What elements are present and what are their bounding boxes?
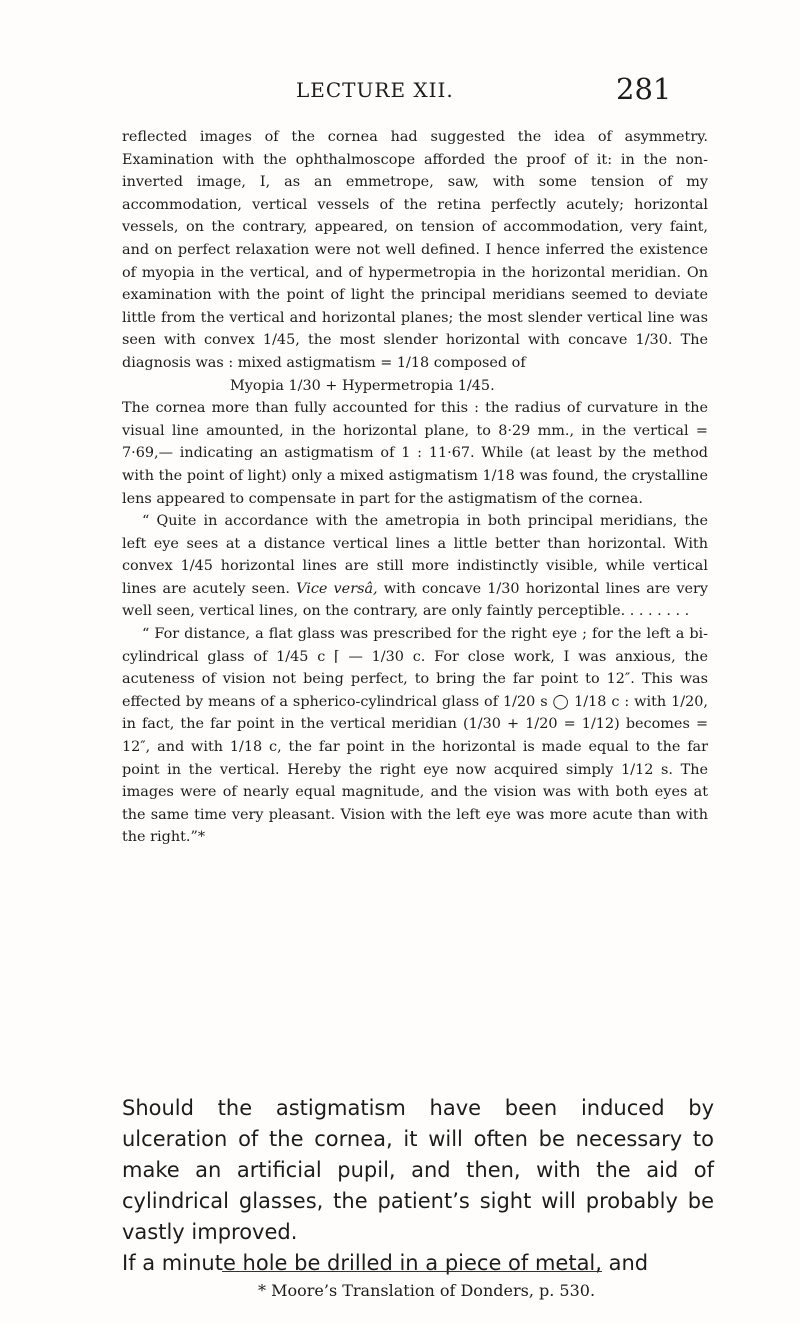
paragraph-4: If a minute hole be drilled in a piece of metal, and <box>122 1251 649 1275</box>
formula-line: Myopia 1/30 + Hypermetropia 1/45. <box>230 377 495 394</box>
footnote-rule <box>222 1271 602 1272</box>
paragraph-3: Should the astigmatism have been induced by ulceration of the cornea, it will often be necessary to make an artificial pupil, and then, with the aid of cylindrical glasses, the patient’s sight will probably be vastly improved. <box>122 1096 714 1244</box>
page-header <box>0 72 800 108</box>
footnote: * Moore’s Translation of Donders, p. 530. <box>258 1281 596 1300</box>
paragraph-2: The cornea more than fully accounted for this : the radius of curvature in the visual line amounted, in the horizontal plane, to 8·29 mm., in the vertical = 7·69,— indicating an astigmatism of 1 : 11·67. While (at least by the method with the point of light) only a mixed astigmatism 1/18 was found, the crystalline lens appeared to compensate in part for the astigmatism of the cornea. <box>122 400 708 507</box>
paragraph-1: reflected images of the cornea had suggested the idea of asymmetry. Examination with the ophthalmoscope afforded the proof of it: in the non-inverted image, I, as an emmetrope, saw, with some tension of my accommodation, vertical vessels of the retina perfectly acutely; horizontal vessels, on the contrary, appeared, on tension of accommodation, very faint, and on perfect relaxation were not well defined. I hence inferred the existence of myopia in the vertical, and of hypermetropia in the horizontal meridian. On examination with the point of light the principal meridians seemed to deviate little from the vertical and horizontal planes; the most slender vertical line was seen with convex 1/45, the most slender horizontal with concave 1/30. The diagnosis was : mixed astigmatism = 1/18 composed of <box>122 129 708 371</box>
quote-1-end: with concave 1/30 horizontal lines are very well seen, vertical lines, on the contrary, are only faintly perceptible. . . . . . . . <box>122 580 708 620</box>
page-number: 281 <box>616 72 672 106</box>
body-text-large <box>122 1093 714 1279</box>
quote-paragraph-1 <box>122 510 708 623</box>
quote-1-italic: Vice versâ, <box>296 580 378 597</box>
body-text-small <box>122 126 708 849</box>
running-head: LECTURE XII. <box>296 78 454 102</box>
quote-1-start: “ Quite in accordance with the ametropia in both principal meridians, the left eye sees at a distance vertical lines a little better than horizontal. With convex 1/45 horizontal lines are still more indistinctly visible, while vertical lines are acutely seen. <box>122 513 708 597</box>
quote-paragraph-2: “ For distance, a flat glass was prescribed for the right eye ; for the left a bi-cylindrical glass of 1/45 c ⌈ — 1/30 c. For close work, I was anxious, the acuteness of vision not being perfect, to bring the far point to 12″. This was effected by means of a spherico-cylindrical glass of 1/20 s ◯ 1/18 c : with 1/20, in fact, the far point in the vertical meridian (1/30 + 1/20 = 1/12) becomes = 12″, and with 1/18 c, the far point in the horizontal is made equal to the far point in the vertical. Hereby the right eye now acquired simply 1/12 s. The images were of nearly equal magnitude, and the vision was with both eyes at the same time very pleasant. Vision with the left eye was more acute than with the right.”* <box>122 626 708 846</box>
